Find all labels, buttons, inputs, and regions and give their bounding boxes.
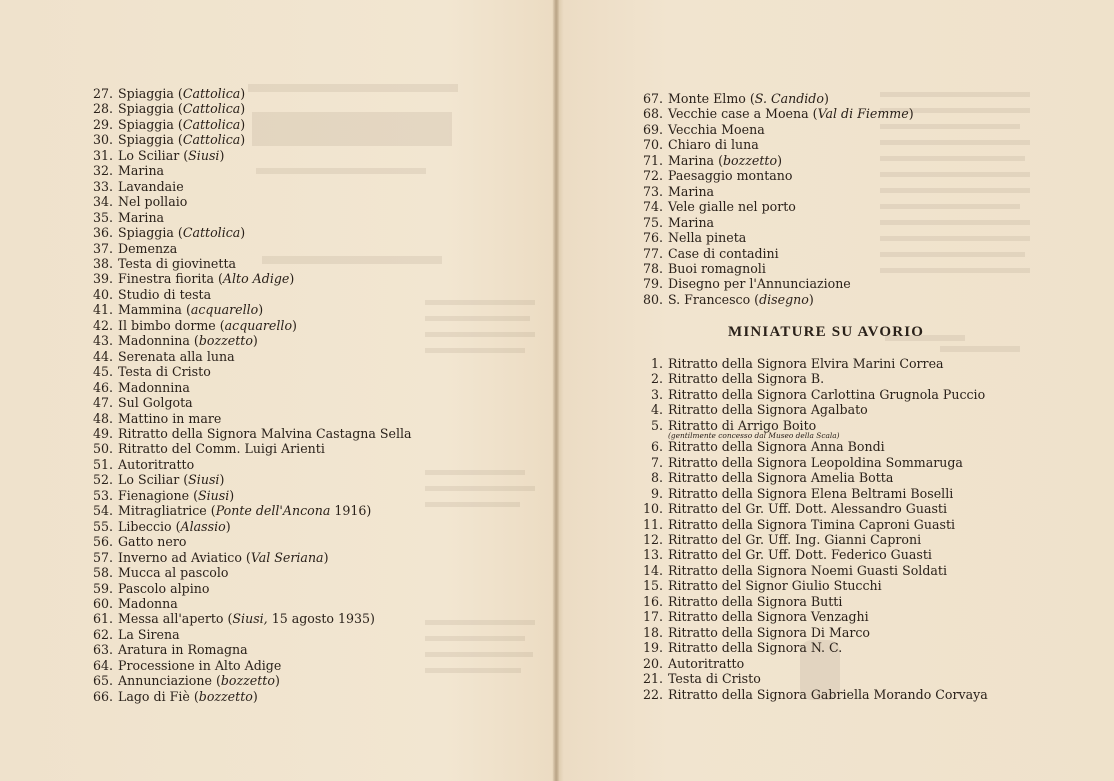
item-title: Mitragliatrice bbox=[118, 503, 207, 519]
list-item: 61. Messa all'aperto (Siusi, 15 agosto 1935) bbox=[83, 611, 412, 626]
item-number: 46. bbox=[92, 379, 113, 395]
item-number: 31. bbox=[92, 147, 113, 163]
item-number: 38. bbox=[92, 255, 113, 271]
list-item bbox=[83, 395, 412, 410]
item-title: Mattino in mare bbox=[118, 410, 222, 426]
item-place: acquarello bbox=[224, 317, 293, 333]
list-item bbox=[633, 609, 988, 624]
list-item: 67. Monte Elmo (S. Candido) bbox=[633, 91, 914, 106]
item-number: 12. bbox=[642, 531, 663, 547]
list-item bbox=[633, 594, 988, 609]
item-number: 34. bbox=[92, 194, 113, 210]
list-item bbox=[633, 578, 988, 593]
list-item bbox=[633, 640, 988, 655]
item-place: Ponte dell'Ancona bbox=[215, 503, 331, 519]
list-item bbox=[633, 276, 914, 291]
list-item bbox=[83, 642, 412, 657]
list-item: 29. Spiaggia (Cattolica) bbox=[83, 117, 412, 132]
item-title: Ritratto della Signora Timina Caproni Guasti bbox=[668, 516, 956, 532]
item-tail: 15 agosto 1935) bbox=[267, 611, 375, 627]
list-item bbox=[83, 457, 412, 472]
item-title: Ritratto della Signora Amelia Botta bbox=[668, 470, 894, 486]
list-item bbox=[83, 596, 412, 611]
list-item bbox=[83, 565, 412, 580]
list-item: 43. Madonnina (bozzetto) bbox=[83, 333, 412, 348]
item-number: 27. bbox=[92, 86, 113, 101]
item-title: Marina bbox=[668, 214, 715, 230]
item-title: Ritratto della Signora Elvira Marini Correa bbox=[668, 356, 944, 371]
item-number: 39. bbox=[92, 271, 113, 287]
item-place: Val Seriana bbox=[250, 549, 324, 565]
list-item bbox=[633, 184, 914, 199]
item-title: La Sirena bbox=[118, 626, 180, 642]
item-number: 28. bbox=[92, 101, 113, 117]
item-title: Case di contadini bbox=[668, 245, 779, 261]
item-title: Spiaggia bbox=[118, 116, 174, 132]
list-item bbox=[633, 356, 988, 371]
item-number: 42. bbox=[92, 317, 113, 333]
item-number: 8. bbox=[650, 470, 663, 486]
item-title: Madonna bbox=[118, 595, 178, 611]
list-item: 27. Spiaggia (Cattolica) bbox=[83, 86, 412, 101]
list-item bbox=[633, 387, 988, 402]
item-number: 37. bbox=[92, 240, 113, 256]
item-title: Ritratto della Signora Leopoldina Sommaruga bbox=[668, 454, 963, 470]
list-item bbox=[633, 418, 988, 440]
item-place: bozzetto bbox=[198, 333, 253, 349]
list-item bbox=[83, 411, 412, 426]
item-number: 58. bbox=[92, 565, 113, 581]
item-number: 21. bbox=[642, 671, 663, 687]
item-number: 20. bbox=[642, 655, 663, 671]
item-number: 43. bbox=[92, 333, 113, 349]
item-title: Lavandaie bbox=[118, 178, 184, 194]
list-item bbox=[633, 439, 988, 454]
item-title: Marina bbox=[668, 152, 715, 168]
item-place: Siusi bbox=[188, 147, 220, 163]
item-number: 74. bbox=[642, 199, 663, 215]
item-title: Studio di testa bbox=[118, 286, 212, 302]
item-title: Mammina bbox=[118, 302, 182, 318]
item-title: Testa di Cristo bbox=[668, 671, 761, 687]
item-title: Buoi romagnoli bbox=[668, 260, 766, 276]
list-item bbox=[83, 658, 412, 673]
item-title: Autoritratto bbox=[118, 456, 195, 472]
item-number: 36. bbox=[92, 225, 113, 241]
item-number: 64. bbox=[92, 657, 113, 673]
list-item bbox=[633, 371, 988, 386]
item-number: 2. bbox=[650, 371, 663, 387]
item-title: Gatto nero bbox=[118, 534, 187, 550]
item-title: Marina bbox=[118, 209, 165, 225]
item-number: 72. bbox=[642, 168, 663, 184]
item-title: Finestra fiorita bbox=[118, 271, 214, 287]
list-item bbox=[633, 486, 988, 501]
item-title: Testa di giovinetta bbox=[118, 255, 237, 271]
list-item: 66. Lago di Fiè (bozzetto) bbox=[83, 689, 412, 704]
item-number: 62. bbox=[92, 626, 113, 642]
list-item: 36. Spiaggia (Cattolica) bbox=[83, 225, 412, 240]
list-item bbox=[633, 470, 988, 485]
item-number: 30. bbox=[92, 132, 113, 148]
list-item bbox=[83, 380, 412, 395]
item-title: Fienagione bbox=[118, 487, 190, 503]
item-number: 56. bbox=[92, 534, 113, 550]
list-item: 80. S. Francesco (disegno) bbox=[633, 292, 914, 307]
list-item bbox=[633, 199, 914, 214]
list-item bbox=[633, 517, 988, 532]
item-title: Spiaggia bbox=[118, 86, 174, 101]
item-title: Ritratto della Signora B. bbox=[668, 371, 825, 387]
item-title: Ritratto della Signora N. C. bbox=[668, 640, 843, 656]
item-title: Nel pollaio bbox=[118, 194, 188, 210]
item-number: 79. bbox=[642, 276, 663, 292]
item-title: Ritratto della Signora Anna Bondi bbox=[668, 439, 885, 455]
item-number: 80. bbox=[642, 291, 663, 307]
item-title: Ritratto della Signora Elena Beltrami Boselli bbox=[668, 485, 954, 501]
item-number: 53. bbox=[92, 487, 113, 503]
list-item bbox=[83, 364, 412, 379]
item-title: Ritratto del Gr. Uff. Ing. Gianni Caproni bbox=[668, 531, 922, 547]
item-number: 77. bbox=[642, 245, 663, 261]
list-item bbox=[83, 349, 412, 364]
item-title: Ritratto del Gr. Uff. Dott. Alessandro Guasti bbox=[668, 501, 947, 517]
item-place: S. Candido bbox=[754, 91, 824, 106]
item-title: Vele gialle nel porto bbox=[668, 199, 796, 215]
list-item bbox=[633, 122, 914, 137]
item-number: 49. bbox=[92, 425, 113, 441]
item-number: 65. bbox=[92, 673, 113, 689]
right-page-list bbox=[633, 91, 914, 307]
list-item bbox=[633, 547, 988, 562]
list-item bbox=[83, 163, 412, 178]
item-title: Ritratto della Signora Venzaghi bbox=[668, 609, 869, 625]
item-number: 17. bbox=[642, 609, 663, 625]
item-place: bozzetto bbox=[198, 688, 253, 704]
item-number: 59. bbox=[92, 580, 113, 596]
list-item bbox=[633, 671, 988, 686]
list-item bbox=[83, 426, 412, 441]
item-number: 10. bbox=[642, 501, 663, 517]
item-title: Mucca al pascolo bbox=[118, 565, 229, 581]
list-item: 28. Spiaggia (Cattolica) bbox=[83, 101, 412, 116]
item-title: Messa all'aperto bbox=[118, 611, 224, 627]
item-tail: 1916) bbox=[330, 503, 372, 519]
item-title: Autoritratto bbox=[668, 655, 745, 671]
list-item bbox=[633, 215, 914, 230]
item-number: 40. bbox=[92, 286, 113, 302]
list-item: 30. Spiaggia (Cattolica) bbox=[83, 132, 412, 147]
item-place: disegno bbox=[759, 291, 809, 307]
item-number: 3. bbox=[650, 386, 663, 402]
list-item: 71. Marina (bozzetto) bbox=[633, 153, 914, 168]
item-number: 29. bbox=[92, 116, 113, 132]
item-number: 4. bbox=[650, 402, 663, 418]
left-page-list bbox=[83, 86, 412, 704]
item-note: (gentilmente concesso dal Museo della Scala) bbox=[668, 431, 840, 441]
item-number: 71. bbox=[642, 152, 663, 168]
list-item bbox=[633, 687, 988, 702]
item-title: Pascolo alpino bbox=[118, 580, 210, 596]
list-item bbox=[633, 501, 988, 516]
item-title: Ritratto della Signora Carlottina Grugnola Puccio bbox=[668, 386, 986, 402]
item-place: bozzetto bbox=[723, 152, 778, 168]
list-item bbox=[633, 230, 914, 245]
item-place: Cattolica bbox=[182, 225, 241, 241]
item-title: Nella pineta bbox=[668, 230, 747, 246]
item-number: 69. bbox=[642, 121, 663, 137]
item-number: 48. bbox=[92, 410, 113, 426]
item-number: 22. bbox=[642, 686, 663, 702]
item-number: 67. bbox=[642, 91, 663, 106]
item-number: 60. bbox=[92, 595, 113, 611]
item-title: Lo Sciliar bbox=[118, 147, 180, 163]
item-title: Spiaggia bbox=[118, 101, 174, 117]
item-title: Lo Sciliar bbox=[118, 472, 180, 488]
list-item bbox=[633, 168, 914, 183]
item-number: 66. bbox=[92, 688, 113, 704]
item-number: 6. bbox=[650, 439, 663, 455]
list-item bbox=[633, 625, 988, 640]
item-title: Annunciazione bbox=[118, 673, 212, 689]
list-item bbox=[633, 656, 988, 671]
item-number: 45. bbox=[92, 364, 113, 380]
item-title: Monte Elmo bbox=[668, 91, 746, 106]
item-title: Madonnina bbox=[118, 379, 190, 395]
item-number: 61. bbox=[92, 611, 113, 627]
item-number: 5. bbox=[650, 417, 663, 433]
item-place: Val di Fiemme bbox=[817, 106, 909, 122]
item-number: 13. bbox=[642, 547, 663, 563]
list-item bbox=[83, 627, 412, 642]
item-number: 50. bbox=[92, 441, 113, 457]
list-item bbox=[83, 210, 412, 225]
item-title: Serenata alla luna bbox=[118, 348, 235, 364]
item-title: Ritratto della Signora Malvina Castagna Sella bbox=[118, 425, 412, 441]
item-title: Testa di Cristo bbox=[118, 364, 211, 380]
item-number: 9. bbox=[650, 485, 663, 501]
item-number: 14. bbox=[642, 562, 663, 578]
item-title: Marina bbox=[668, 183, 715, 199]
list-item bbox=[633, 246, 914, 261]
item-number: 54. bbox=[92, 503, 113, 519]
item-place: Siusi, bbox=[232, 611, 268, 627]
item-place: Cattolica bbox=[182, 86, 241, 101]
item-title: Ritratto della Signora Agalbato bbox=[668, 402, 868, 418]
item-title: Disegno per l'Annunciazione bbox=[668, 276, 851, 292]
list-item bbox=[83, 441, 412, 456]
list-item bbox=[633, 261, 914, 276]
item-number: 11. bbox=[642, 516, 663, 532]
section-title: MINIATURE SU AVORIO bbox=[728, 324, 925, 340]
list-item: 31. Lo Sciliar (Siusi) bbox=[83, 148, 412, 163]
item-place: Cattolica bbox=[182, 116, 241, 132]
item-title: Ritratto della Signora Di Marco bbox=[668, 624, 871, 640]
item-place: acquarello bbox=[190, 302, 259, 318]
item-title: Ritratto del Comm. Luigi Arienti bbox=[118, 441, 325, 457]
list-item bbox=[633, 402, 988, 417]
item-number: 68. bbox=[642, 106, 663, 122]
list-item: 41. Mammina (acquarello) bbox=[83, 302, 412, 317]
item-place: Siusi bbox=[188, 472, 220, 488]
list-item: 68. Vecchie case a Moena (Val di Fiemme) bbox=[633, 106, 914, 121]
item-place: Cattolica bbox=[182, 101, 241, 117]
item-title: Aratura in Romagna bbox=[118, 642, 248, 658]
item-number: 63. bbox=[92, 642, 113, 658]
item-place: Cattolica bbox=[182, 132, 241, 148]
item-title: Ritratto della Signora Noemi Guasti Soldati bbox=[668, 562, 947, 578]
item-number: 76. bbox=[642, 230, 663, 246]
item-title: Paesaggio montano bbox=[668, 168, 793, 184]
list-item bbox=[633, 455, 988, 470]
item-title: Ritratto della Signora Butti bbox=[668, 593, 843, 609]
item-number: 75. bbox=[642, 214, 663, 230]
list-item bbox=[83, 179, 412, 194]
item-number: 15. bbox=[642, 578, 663, 594]
list-item: 65. Annunciazione (bozzetto) bbox=[83, 673, 412, 688]
item-number: 41. bbox=[92, 302, 113, 318]
item-number: 35. bbox=[92, 209, 113, 225]
item-number: 78. bbox=[642, 260, 663, 276]
item-title: Spiaggia bbox=[118, 132, 174, 148]
list-item bbox=[83, 194, 412, 209]
item-title: Ritratto della Signora Gabriella Morando Corvaya bbox=[668, 686, 988, 702]
list-item bbox=[83, 534, 412, 549]
item-number: 16. bbox=[642, 593, 663, 609]
item-title: Madonnina bbox=[118, 333, 190, 349]
item-title: Lago di Fiè bbox=[118, 688, 190, 704]
list-item bbox=[633, 563, 988, 578]
item-title: Libeccio bbox=[118, 518, 172, 534]
item-title: Spiaggia bbox=[118, 225, 174, 241]
item-place: bozzetto bbox=[220, 673, 275, 689]
list-item: 55. Libeccio (Alassio) bbox=[83, 519, 412, 534]
item-title: S. Francesco bbox=[668, 291, 751, 307]
list-item bbox=[633, 137, 914, 152]
item-title: Vecchie case a Moena bbox=[668, 106, 809, 122]
item-place: Siusi bbox=[198, 487, 230, 503]
list-item: 42. Il bimbo dorme (acquarello) bbox=[83, 318, 412, 333]
item-title: Marina bbox=[118, 163, 165, 179]
list-item: 54. Mitragliatrice (Ponte dell'Ancona 1916) bbox=[83, 503, 412, 518]
item-place: Alto Adige bbox=[222, 271, 290, 287]
item-title: Demenza bbox=[118, 240, 178, 256]
item-number: 70. bbox=[642, 137, 663, 153]
item-number: 33. bbox=[92, 178, 113, 194]
list-item bbox=[83, 581, 412, 596]
list-item: 52. Lo Sciliar (Siusi) bbox=[83, 472, 412, 487]
item-title: Vecchia Moena bbox=[668, 121, 765, 137]
item-number: 32. bbox=[92, 163, 113, 179]
item-number: 7. bbox=[650, 454, 663, 470]
item-title: Sul Golgota bbox=[118, 395, 193, 411]
item-place: Alassio bbox=[180, 518, 226, 534]
item-title: Ritratto del Signor Giulio Stucchi bbox=[668, 578, 882, 594]
list-item: 57. Inverno ad Aviatico (Val Seriana) bbox=[83, 550, 412, 565]
list-item bbox=[83, 241, 412, 256]
item-title: Inverno ad Aviatico bbox=[118, 549, 242, 565]
item-title: Ritratto del Gr. Uff. Dott. Federico Guasti bbox=[668, 547, 932, 563]
item-title: Processione in Alto Adige bbox=[118, 657, 282, 673]
item-title: Ritratto di Arrigo Boito bbox=[668, 417, 817, 433]
item-number: 55. bbox=[92, 518, 113, 534]
item-number: 52. bbox=[92, 472, 113, 488]
list-item: 39. Finestra fiorita (Alto Adige) bbox=[83, 271, 412, 286]
item-number: 44. bbox=[92, 348, 113, 364]
item-number: 1. bbox=[650, 356, 663, 371]
list-item: 53. Fienagione (Siusi) bbox=[83, 488, 412, 503]
item-number: 47. bbox=[92, 395, 113, 411]
list-item bbox=[83, 256, 412, 271]
item-number: 57. bbox=[92, 549, 113, 565]
item-title: Chiaro di luna bbox=[668, 137, 759, 153]
item-number: 73. bbox=[642, 183, 663, 199]
item-number: 19. bbox=[642, 640, 663, 656]
item-title: Il bimbo dorme bbox=[118, 317, 216, 333]
item-number: 51. bbox=[92, 456, 113, 472]
miniature-list bbox=[633, 356, 988, 702]
item-number: 18. bbox=[642, 624, 663, 640]
list-item bbox=[83, 287, 412, 302]
list-item bbox=[633, 532, 988, 547]
